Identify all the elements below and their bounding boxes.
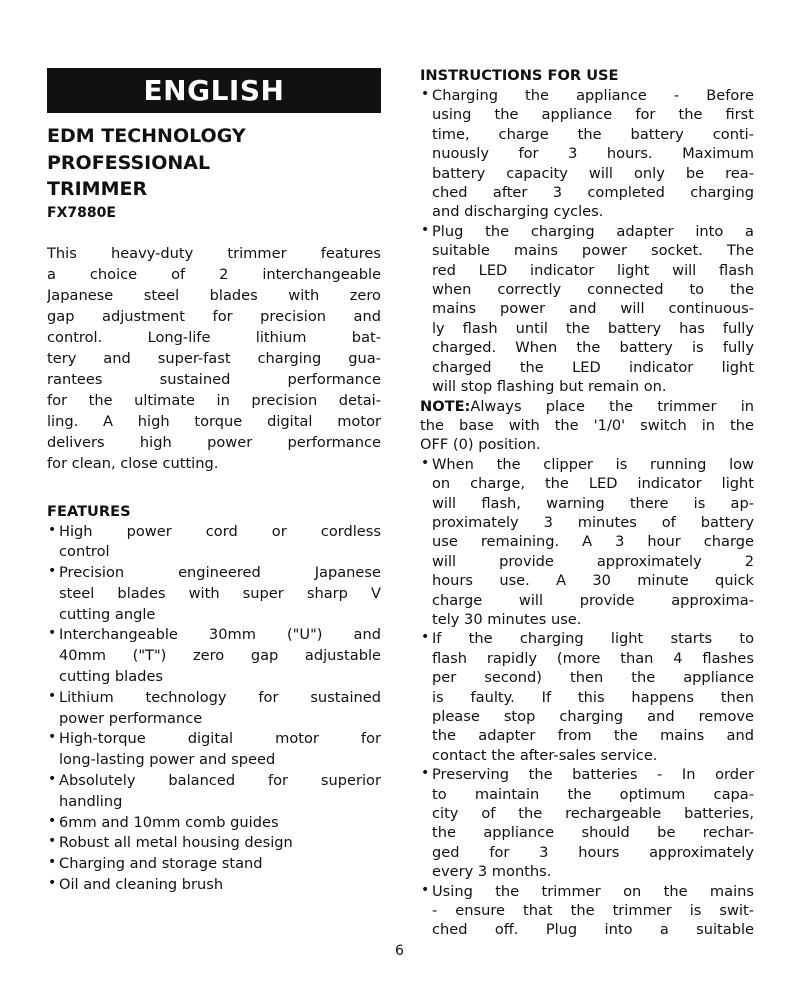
list-item [47, 875, 381, 896]
text-line: will stop flashing but remain on. [432, 378, 667, 396]
instructions-heading: INSTRUCTIONS FOR USE [420, 67, 619, 84]
text-line: Using the trimmer on the mains [432, 882, 754, 900]
list-item [47, 854, 381, 875]
text-line: power performance [59, 709, 203, 727]
title-line: TRIMMER [47, 178, 148, 200]
list-item [47, 522, 381, 564]
text-line: charge will provide approxima- [432, 591, 754, 609]
text-line: ged for 3 hours approximately [432, 843, 754, 861]
bullet-icon: • [48, 563, 57, 580]
text-line: charged. When the battery is fully [432, 339, 754, 357]
text-line: for the ultimate in precision detai- [47, 391, 381, 409]
text-line: a choice of 2 interchangeable [47, 265, 381, 283]
bullet-icon: • [48, 833, 57, 850]
text-line: Precision engineered Japanese [59, 564, 381, 582]
text-line: 6mm and 10mm comb guides [59, 813, 279, 831]
text-line: the appliance should be rechar- [432, 824, 754, 842]
right-column [420, 66, 754, 940]
list-item [47, 833, 381, 854]
text-line: proximately 3 minutes of battery [432, 513, 754, 531]
list-item [420, 455, 754, 630]
text-line: to maintain the optimum capa- [432, 785, 754, 803]
note-text: OFF (0) position. [420, 436, 541, 454]
list-item [420, 765, 754, 881]
text-line: please stop charging and remove [432, 708, 754, 725]
list-item [47, 563, 381, 625]
text-line: If the charging light starts to [432, 630, 754, 648]
text-line: using the appliance for the first [432, 106, 754, 124]
text-line: When the clipper is running low [432, 455, 754, 473]
text-line: ling. A high torque digital motor [47, 412, 381, 430]
text-line [420, 397, 754, 416]
text-line: High power cord or cordless [59, 522, 381, 540]
note-text: the base with the '1/0' switch in the [420, 416, 754, 434]
features-section [47, 502, 381, 896]
text-line: and discharging cycles. [432, 203, 604, 221]
features-heading: FEATURES [47, 502, 131, 520]
list-item [47, 729, 381, 771]
text-line: rantees sustained performance [47, 370, 381, 388]
text-line: charged the LED indicator light [432, 358, 754, 376]
intro-paragraph [47, 243, 381, 474]
bullet-icon: • [48, 875, 57, 892]
text-line: Absolutely balanced for superior [59, 772, 381, 790]
text-line: when correctly connected to the [432, 281, 754, 299]
text-line: mains power and will continuous- [432, 300, 754, 318]
list-item [420, 86, 754, 222]
bullet-icon: • [48, 729, 57, 746]
text-line: red LED indicator light will flash [432, 261, 754, 279]
text-line: control [59, 543, 110, 561]
list-item [47, 688, 381, 730]
bullet-icon: • [421, 881, 430, 898]
text-line: Robust all metal housing design [59, 834, 293, 852]
note-label: NOTE: [420, 397, 471, 415]
language-banner: ENGLISH [47, 68, 381, 113]
text-line: handling [59, 792, 123, 810]
text-line: on charge, the LED indicator light [432, 475, 754, 493]
text-line: is faulty. If this happens then [432, 688, 754, 706]
text-line: Lithium technology for sustained [59, 688, 381, 706]
text-line: flash rapidly (more than 4 flashes [432, 649, 754, 667]
text-line: ched after 3 completed charging [432, 184, 754, 202]
text-line [420, 435, 754, 454]
text-line: use remaining. A 3 hour charge [432, 533, 754, 551]
note-paragraph [420, 397, 754, 455]
list-item [47, 813, 381, 834]
text-line: 40mm ("T") zero gap adjustable [59, 647, 381, 665]
note-text: Always place the trimmer in [470, 397, 754, 415]
text-line: per second) then the appliance [432, 669, 754, 687]
text-line: cutting blades [59, 668, 164, 686]
text-line: contact the after-sales service. [432, 746, 658, 764]
text-line: the adapter from the mains and [432, 727, 754, 745]
title-line: EDM TECHNOLOGY [47, 125, 246, 147]
text-line: tely 30 minutes use. [432, 610, 582, 628]
list-item [420, 882, 754, 940]
text-line: Oil and cleaning brush [59, 876, 224, 894]
text-line: Plug the charging adapter into a [432, 222, 754, 240]
left-column [47, 68, 381, 896]
text-line: for clean, close cutting. [47, 454, 219, 472]
text-line: - ensure that the trimmer is swit- [432, 902, 754, 920]
text-line: city of the rechargeable batteries, [432, 805, 754, 823]
bullet-icon: • [421, 454, 430, 471]
bullet-icon: • [421, 221, 430, 238]
text-line [420, 416, 754, 435]
text-line: Preserving the batteries - In order [432, 766, 754, 784]
features-list [47, 522, 381, 896]
bullet-icon: • [48, 854, 57, 871]
text-line: steel blades with super sharp V [59, 584, 381, 602]
page-number: 6 [395, 943, 404, 959]
text-line: nuously for 3 hours. Maximum [432, 145, 754, 163]
list-item [420, 222, 754, 397]
list-item [47, 625, 381, 687]
bullet-icon: • [48, 687, 57, 704]
text-line: ly flash until the battery has fully [432, 319, 754, 337]
bullet-icon: • [421, 86, 430, 102]
text-line: will provide approximately 2 [432, 552, 754, 570]
text-line: will flash, warning there is ap- [432, 494, 754, 512]
bullet-icon: • [48, 771, 57, 788]
text-line: Interchangeable 30mm ("U") and [59, 626, 381, 644]
text-line: ched off. Plug into a suitable [432, 921, 754, 939]
list-item [420, 629, 754, 765]
text-line: long-lasting power and speed [59, 751, 276, 769]
model-number: FX7880E [47, 204, 116, 221]
text-line: time, charge the battery conti- [432, 125, 754, 143]
text-line: High-torque digital motor for [59, 730, 381, 748]
text-line: control. Long-life lithium bat- [47, 328, 381, 346]
bullet-icon: • [48, 812, 57, 829]
text-line: every 3 months. [432, 863, 552, 881]
text-line: battery capacity will only be rea- [432, 164, 754, 182]
product-title [47, 123, 381, 203]
bullet-icon: • [421, 765, 430, 782]
text-line: Japanese steel blades with zero [47, 286, 381, 304]
list-item [47, 771, 381, 813]
text-line: delivers high power performance [47, 433, 381, 451]
text-line: gap adjustment for precision and [47, 307, 381, 325]
text-line: Charging the appliance - Before [432, 87, 754, 104]
instructions-list [420, 86, 754, 940]
text-line: Charging and storage stand [59, 855, 263, 873]
text-line: suitable mains power socket. The [432, 242, 754, 260]
text-line: hours use. A 30 minute quick [432, 572, 754, 590]
bullet-icon: • [48, 521, 57, 538]
bullet-icon: • [421, 629, 430, 646]
text-line: tery and super-fast charging gua- [47, 349, 381, 367]
bullet-icon: • [48, 625, 57, 642]
text-line: This heavy-duty trimmer features [47, 244, 381, 262]
text-line: cutting angle [59, 605, 156, 623]
title-line: PROFESSIONAL [47, 151, 211, 174]
